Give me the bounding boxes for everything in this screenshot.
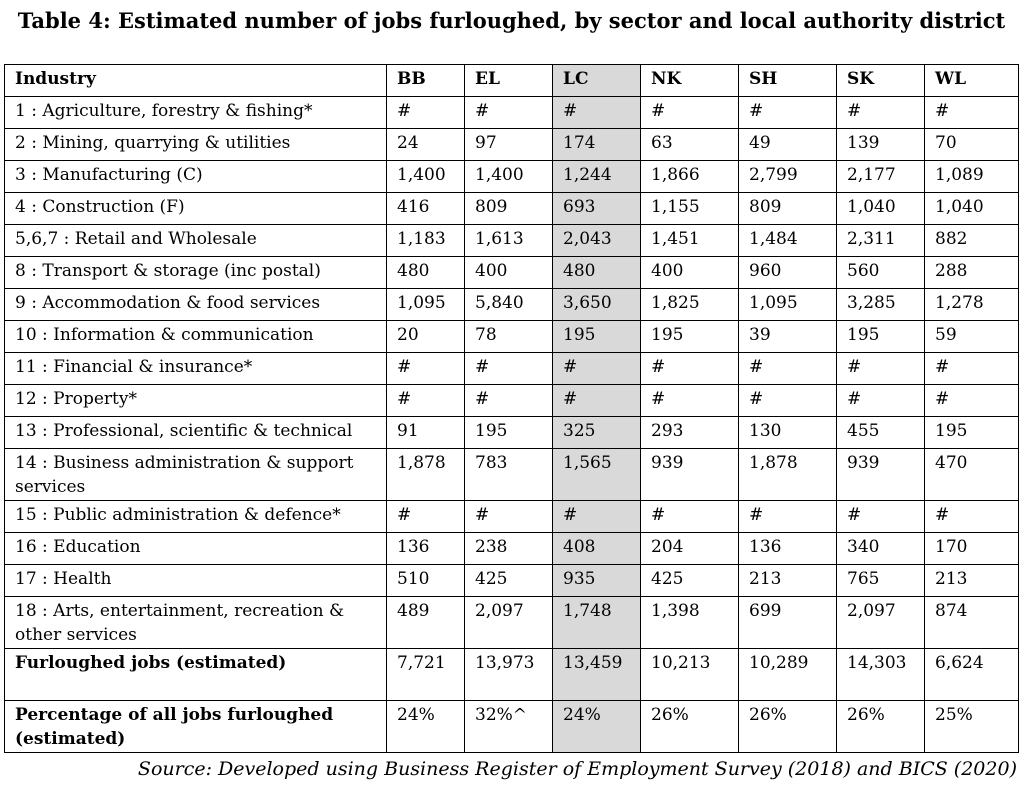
table-cell: #: [925, 385, 1019, 417]
table-cell: 25%: [925, 701, 1019, 753]
table-cell: 416: [387, 193, 465, 225]
table-cell: #: [837, 97, 925, 129]
row-label: 17 : Health: [5, 565, 387, 597]
table-cell: 1,825: [641, 289, 739, 321]
table-cell: #: [465, 97, 553, 129]
table-cell: 91: [387, 417, 465, 449]
table-cell: 1,613: [465, 225, 553, 257]
table-cell: 3,650: [553, 289, 641, 321]
table-cell: #: [641, 353, 739, 385]
table-cell: 470: [925, 449, 1019, 501]
table-cell: 455: [837, 417, 925, 449]
table-cell: #: [553, 97, 641, 129]
table-cell: 1,095: [387, 289, 465, 321]
table-cell: 238: [465, 533, 553, 565]
table-cell: #: [925, 353, 1019, 385]
table-cell: 939: [641, 449, 739, 501]
table-row: [5, 321, 1019, 353]
table-cell: 195: [641, 321, 739, 353]
row-label: 9 : Accommodation & food services: [5, 289, 387, 321]
table-cell: 136: [387, 533, 465, 565]
table-cell: 10,213: [641, 649, 739, 701]
table-cell: 26%: [837, 701, 925, 753]
table-cell: #: [387, 501, 465, 533]
table-cell: 174: [553, 129, 641, 161]
table-cell: #: [387, 97, 465, 129]
table-row: [5, 501, 1019, 533]
table-cell: 489: [387, 597, 465, 649]
table-cell: 14,303: [837, 649, 925, 701]
table-title: Table 4: Estimated number of jobs furloughed, by sector and local authority district: [17, 8, 1006, 33]
table-cell: #: [837, 501, 925, 533]
table-cell: #: [553, 501, 641, 533]
header-sh: SH: [739, 65, 837, 97]
table-cell: #: [837, 385, 925, 417]
table-cell: 1,565: [553, 449, 641, 501]
table-cell: 480: [553, 257, 641, 289]
table-cell: #: [925, 97, 1019, 129]
table-cell: 39: [739, 321, 837, 353]
table-row: [5, 449, 1019, 501]
table-row: [5, 225, 1019, 257]
table-row: [5, 161, 1019, 193]
table-cell: 6,624: [925, 649, 1019, 701]
table-cell: 195: [465, 417, 553, 449]
table-cell: 325: [553, 417, 641, 449]
table-row: [5, 193, 1019, 225]
table-cell: 1,040: [837, 193, 925, 225]
table-cell: #: [837, 353, 925, 385]
table-cell: #: [739, 353, 837, 385]
table-cell: 699: [739, 597, 837, 649]
source-note: Source: Developed using Business Register of Employment Survey (2018) and BICS (2020): [137, 758, 1017, 780]
table-cell: 49: [739, 129, 837, 161]
furlough-table: [4, 64, 1019, 753]
table-cell: #: [465, 501, 553, 533]
table-cell: 13,459: [553, 649, 641, 701]
table-row: [5, 597, 1019, 649]
row-label: 5,6,7 : Retail and Wholesale: [5, 225, 387, 257]
table-cell: 560: [837, 257, 925, 289]
table-row: [5, 289, 1019, 321]
table-cell: #: [465, 353, 553, 385]
table-cell: 2,799: [739, 161, 837, 193]
table-cell: 1,451: [641, 225, 739, 257]
row-label: 11 : Financial & insurance*: [5, 353, 387, 385]
header-sk: SK: [837, 65, 925, 97]
table-cell: 70: [925, 129, 1019, 161]
header-industry: Industry: [5, 65, 387, 97]
table-cell: #: [387, 385, 465, 417]
table-cell: 1,400: [465, 161, 553, 193]
table-cell: #: [925, 501, 1019, 533]
table-cell: 1,244: [553, 161, 641, 193]
table-cell: 13,973: [465, 649, 553, 701]
table-cell: 59: [925, 321, 1019, 353]
table-cell: 408: [553, 533, 641, 565]
row-label: 16 : Education: [5, 533, 387, 565]
table-cell: 480: [387, 257, 465, 289]
row-label: Furloughed jobs (estimated): [5, 649, 387, 701]
table-cell: 1,878: [739, 449, 837, 501]
table-cell: 195: [837, 321, 925, 353]
row-label: 15 : Public administration & defence*: [5, 501, 387, 533]
table-cell: 2,043: [553, 225, 641, 257]
table-row: [5, 353, 1019, 385]
table-cell: 32%^: [465, 701, 553, 753]
table-cell: #: [553, 385, 641, 417]
table-cell: 24: [387, 129, 465, 161]
table-row: [5, 385, 1019, 417]
table-cell: 1,278: [925, 289, 1019, 321]
table-cell: 1,400: [387, 161, 465, 193]
table-cell: 20: [387, 321, 465, 353]
table-cell: 26%: [739, 701, 837, 753]
table-cell: #: [641, 385, 739, 417]
table-cell: #: [641, 97, 739, 129]
header-bb: BB: [387, 65, 465, 97]
header-wl: WL: [925, 65, 1019, 97]
table-cell: 170: [925, 533, 1019, 565]
table-cell: 2,097: [465, 597, 553, 649]
table-cell: 400: [641, 257, 739, 289]
table-cell: 1,183: [387, 225, 465, 257]
table-row: [5, 97, 1019, 129]
table-cell: 5,840: [465, 289, 553, 321]
table-cell: #: [387, 353, 465, 385]
table-cell: 136: [739, 533, 837, 565]
table-cell: 139: [837, 129, 925, 161]
table-cell: 809: [739, 193, 837, 225]
table-cell: 510: [387, 565, 465, 597]
row-label: 8 : Transport & storage (inc postal): [5, 257, 387, 289]
table-row: [5, 649, 1019, 701]
table-cell: 960: [739, 257, 837, 289]
table-cell: 24%: [553, 701, 641, 753]
table-cell: #: [641, 501, 739, 533]
table-cell: 293: [641, 417, 739, 449]
table-cell: #: [553, 353, 641, 385]
table-cell: 7,721: [387, 649, 465, 701]
table-row: [5, 565, 1019, 597]
table-cell: 78: [465, 321, 553, 353]
table-cell: 1,095: [739, 289, 837, 321]
row-label: Percentage of all jobs furloughed (estimated): [5, 701, 387, 753]
row-label: 14 : Business administration & support services: [5, 449, 387, 501]
row-label: 4 : Construction (F): [5, 193, 387, 225]
header-nk: NK: [641, 65, 739, 97]
table-cell: 765: [837, 565, 925, 597]
table-cell: 425: [641, 565, 739, 597]
table-cell: 1,866: [641, 161, 739, 193]
table-cell: #: [739, 97, 837, 129]
header-el: EL: [465, 65, 553, 97]
table-cell: #: [739, 501, 837, 533]
table-cell: 10,289: [739, 649, 837, 701]
row-label: 2 : Mining, quarrying & utilities: [5, 129, 387, 161]
table-row: [5, 701, 1019, 753]
table-cell: 1,484: [739, 225, 837, 257]
table-row: [5, 417, 1019, 449]
table-cell: 204: [641, 533, 739, 565]
table-cell: 2,097: [837, 597, 925, 649]
row-label: 10 : Information & communication: [5, 321, 387, 353]
table-cell: 195: [553, 321, 641, 353]
table-cell: 213: [739, 565, 837, 597]
table-cell: 26%: [641, 701, 739, 753]
row-label: 13 : Professional, scientific & technical: [5, 417, 387, 449]
table-cell: 213: [925, 565, 1019, 597]
table-cell: 24%: [387, 701, 465, 753]
table-cell: 874: [925, 597, 1019, 649]
table-cell: 2,177: [837, 161, 925, 193]
table-cell: #: [465, 385, 553, 417]
table-cell: 809: [465, 193, 553, 225]
row-label: 12 : Property*: [5, 385, 387, 417]
row-label: 3 : Manufacturing (C): [5, 161, 387, 193]
table-cell: 935: [553, 565, 641, 597]
header-lc: LC: [553, 65, 641, 97]
table-cell: 939: [837, 449, 925, 501]
table-cell: 63: [641, 129, 739, 161]
table-cell: 97: [465, 129, 553, 161]
table-cell: 882: [925, 225, 1019, 257]
table-cell: 130: [739, 417, 837, 449]
table-cell: 1,398: [641, 597, 739, 649]
table-cell: 340: [837, 533, 925, 565]
table-cell: 1,155: [641, 193, 739, 225]
table-cell: 783: [465, 449, 553, 501]
table-cell: 3,285: [837, 289, 925, 321]
table-row: [5, 257, 1019, 289]
row-label: 18 : Arts, entertainment, recreation & other services: [5, 597, 387, 649]
table-cell: 1,089: [925, 161, 1019, 193]
table-cell: 195: [925, 417, 1019, 449]
table-cell: 425: [465, 565, 553, 597]
table-cell: #: [739, 385, 837, 417]
table-cell: 1,748: [553, 597, 641, 649]
table-row: [5, 129, 1019, 161]
table-cell: 1,040: [925, 193, 1019, 225]
row-label: 1 : Agriculture, forestry & fishing*: [5, 97, 387, 129]
table-cell: 2,311: [837, 225, 925, 257]
table-cell: 1,878: [387, 449, 465, 501]
table-cell: 693: [553, 193, 641, 225]
table-cell: 400: [465, 257, 553, 289]
header-row: [5, 65, 1019, 97]
table-cell: 288: [925, 257, 1019, 289]
table-row: [5, 533, 1019, 565]
